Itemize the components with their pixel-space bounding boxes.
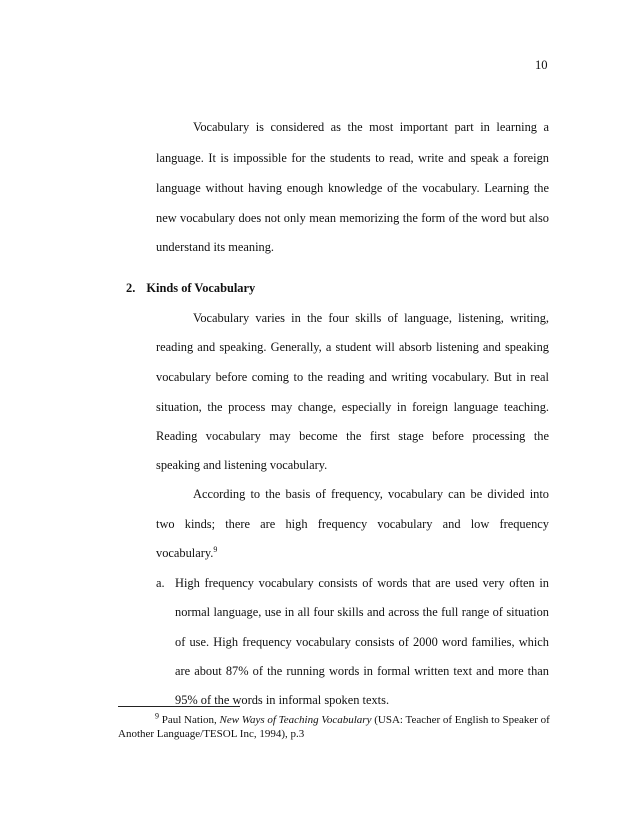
paragraph-3-line-3-text: vocabulary. [156,546,214,560]
section-number: 2. [126,281,136,295]
footnote-author: Paul Nation, [161,714,217,726]
footnote-book-title: New Ways of Teaching Vocabulary [219,714,372,726]
footnote-divider [118,706,240,707]
section-title: Kinds of Vocabulary [146,281,256,295]
list-item-a-marker: a. [156,576,165,590]
paragraph-3-line-1: According to the basis of frequency, vocabulary can be divided into [193,487,549,501]
paragraph-1-line-5: understand its meaning. [156,240,275,254]
footnote-reference: 9 [213,544,218,554]
list-item-a-line-1: High frequency vocabulary consists of words that are used very often in [175,576,549,590]
list-item-a-line-5: 95% of the words in informal spoken texts. [175,693,390,707]
paragraph-2-line-5: Reading vocabulary may become the first stage before processing the [156,429,549,443]
paragraph-3-line-3 [156,545,217,561]
list-item-a-line-3: of use. High frequency vocabulary consists of 2000 word families, which [175,635,549,649]
paragraph-2-line-1: Vocabulary varies in the four skills of language, listening, writing, [193,311,549,325]
paragraph-1-line-3: language without having enough knowledge of the vocabulary. Learning the [156,181,549,195]
paragraph-3-line-2: two kinds; there are high frequency vocabulary and low frequency [156,517,549,531]
footnote-publisher: (USA: Teacher of English to Speaker of [374,714,550,726]
paragraph-2-line-6: speaking and listening vocabulary. [156,458,328,472]
paragraph-2-line-3: vocabulary before coming to the reading and writing vocabulary. But in real [156,370,549,384]
paragraph-2-line-4: situation, the process may change, especially in foreign language teaching. [156,400,549,414]
paragraph-1-line-2: language. It is impossible for the students to read, write and speak a foreign [156,151,549,165]
footnote-line-2: Another Language/TESOL Inc, 1994), p.3 [118,728,305,740]
paragraph-1-line-4: new vocabulary does not only mean memorizing the form of the word but also [156,211,549,225]
paragraph-2-line-2: reading and speaking. Generally, a student will absorb listening and speaking [156,340,549,354]
list-item-a-line-4: are about 87% of the running words in formal written text and more than [175,664,549,678]
footnote-number: 9 [155,711,159,721]
list-item-a-line-2: normal language, use in all four skills and across the full range of situation [175,605,549,619]
section-heading [126,280,255,296]
paragraph-1-line-1: Vocabulary is considered as the most important part in learning a [193,120,549,134]
page-number: 10 [535,58,548,72]
